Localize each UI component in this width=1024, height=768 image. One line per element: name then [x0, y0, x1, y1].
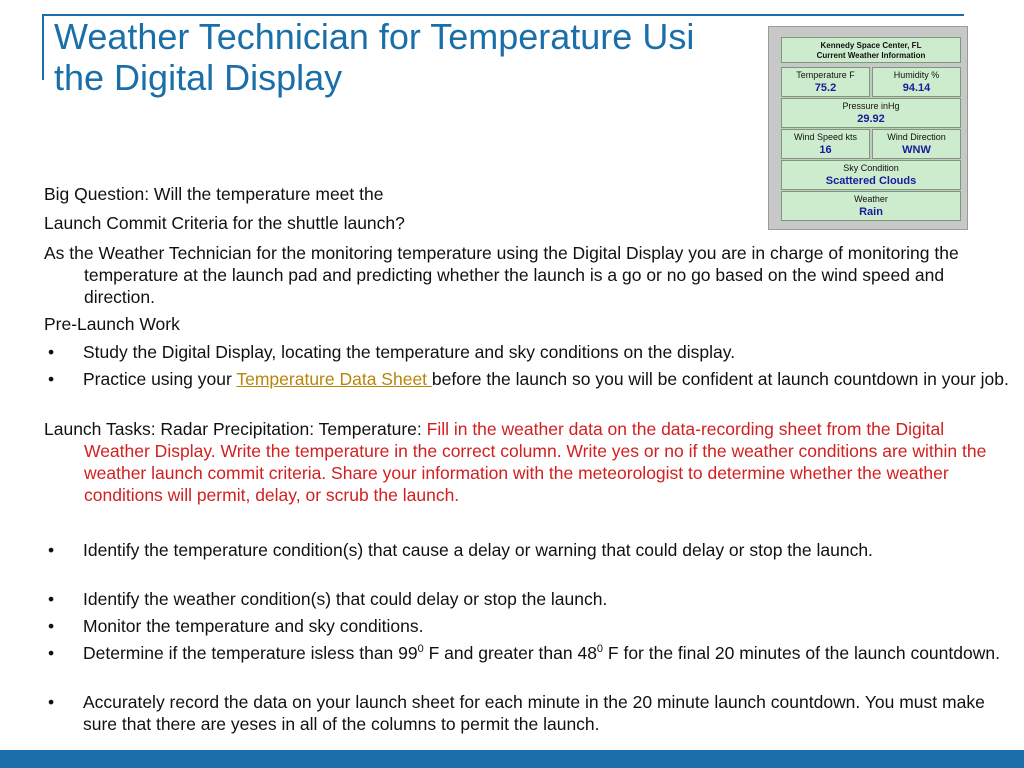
launch-tasks-paragraph	[44, 418, 1012, 506]
prelaunch-bullet-2	[44, 368, 1012, 390]
task-bullet-5	[44, 691, 1012, 735]
sky-condition-label: Sky Condition	[843, 163, 899, 173]
bullet-text-a: Determine if the temperature isless than 99	[83, 643, 418, 663]
wind-speed-label: Wind Speed kts	[793, 132, 858, 142]
bullet-text: Identify the weather condition(s) that could delay or stop the launch.	[83, 589, 608, 609]
prelaunch-heading: Pre-Launch Work	[44, 314, 180, 334]
bullet-icon: •	[48, 589, 55, 609]
pressure-cell	[781, 98, 961, 128]
intro-paragraph: As the Weather Technician for the monitoring temperature using the Digital Display you are in charge of monitoring the temperature at the launch pad and predicting whether the launch is a go or no go based on the wind speed and direction.	[44, 243, 959, 307]
bullet-text: Identify the temperature condition(s) that cause a delay or warning that could delay or stop the launch.	[83, 540, 873, 560]
footer-bar	[0, 750, 1024, 768]
bullet-text-post: before the launch so you will be confident at launch countdown in your job.	[431, 369, 1009, 389]
degree-superscript: 0	[417, 643, 424, 656]
permit-word: permit	[196, 485, 246, 505]
temperature-data-sheet-link[interactable]: Temperature Data Sheet	[236, 369, 432, 389]
weather-value: Rain	[859, 206, 883, 218]
weather-label: Weather	[854, 194, 888, 204]
weather-panel-subtitle: Current Weather Information	[816, 51, 926, 60]
slide-title	[54, 16, 814, 98]
bullet-text: Study the Digital Display, locating the temperature and sky conditions on the display.	[83, 342, 736, 362]
humidity-label: Humidity %	[893, 70, 940, 80]
humidity-value: 94.14	[902, 82, 931, 94]
sky-condition-value: Scattered Clouds	[825, 175, 917, 187]
bullet-text-c: F for the final 20 minutes of the launch countdown.	[603, 643, 1000, 663]
bullet-icon: •	[48, 540, 55, 560]
pressure-value: 29.92	[857, 113, 885, 125]
wind-direction-value: WNW	[902, 144, 931, 156]
task-bullet-3	[44, 615, 1012, 637]
wind-speed-cell	[781, 129, 870, 159]
big-question-line2: Launch Commit Criteria for the shuttle launch?	[44, 213, 405, 233]
launch-tasks-instructions: Fill in the weather data on the data-recording sheet from the Digital Weather Display. Write the temperature in the correct column. Write yes or no if the weather conditions are within the weather launch commit criteria. Share your information with the meteorologist to determine whether the weather conditions will	[84, 419, 987, 505]
temperature-value: 75.2	[814, 82, 837, 94]
bullet-text: Accurately record the data on your launch sheet for each minute in the 20 minute launch countdown. You must make sure that there are yeses in all of the columns to permit the launch.	[83, 692, 985, 734]
humidity-cell	[872, 67, 961, 97]
bullet-text-pre: Practice using your	[83, 369, 237, 389]
comma: ,	[245, 485, 256, 505]
bullet-icon: •	[48, 342, 55, 362]
big-question-line1: Big Question: Will the temperature meet the	[44, 184, 384, 204]
weather-cell	[781, 191, 961, 221]
prelaunch-bullet-1	[44, 341, 1012, 363]
bullet-icon: •	[48, 692, 55, 712]
slide-title-line1: Weather Technician for Temperature Usi	[54, 16, 695, 57]
task-bullet-4	[44, 642, 1012, 664]
wind-speed-value: 16	[819, 144, 832, 156]
scrub-word: scrub	[325, 485, 369, 505]
degree-superscript: 0	[596, 643, 604, 656]
bullet-icon: •	[48, 616, 55, 636]
temperature-cell	[781, 67, 870, 97]
sky-condition-cell	[781, 160, 961, 190]
weather-panel-location: Kennedy Space Center, FL	[820, 41, 922, 50]
weather-display-panel	[768, 26, 968, 230]
bullet-icon: •	[48, 643, 55, 663]
bullet-icon: •	[48, 369, 55, 389]
or-word: or	[300, 485, 326, 505]
launch-tasks-label: Launch Tasks: Radar Precipitation: Temperature:	[44, 419, 427, 439]
delay-word: delay,	[255, 485, 301, 505]
pressure-label: Pressure inHg	[842, 101, 900, 111]
temperature-label: Temperature F	[796, 70, 855, 80]
bullet-text-b: F and greater than 48	[423, 643, 597, 663]
title-rule-left	[42, 14, 44, 80]
wind-direction-cell	[872, 129, 961, 159]
the-launch-text: the launch.	[368, 485, 460, 505]
wind-direction-label: Wind Direction	[887, 132, 946, 142]
task-bullet-2	[44, 588, 1012, 610]
weather-panel-header	[781, 37, 961, 63]
slide-title-line2: the Digital Display	[54, 57, 343, 98]
bullet-text: Monitor the temperature and sky conditions.	[83, 616, 424, 636]
task-bullet-1	[44, 539, 1012, 561]
